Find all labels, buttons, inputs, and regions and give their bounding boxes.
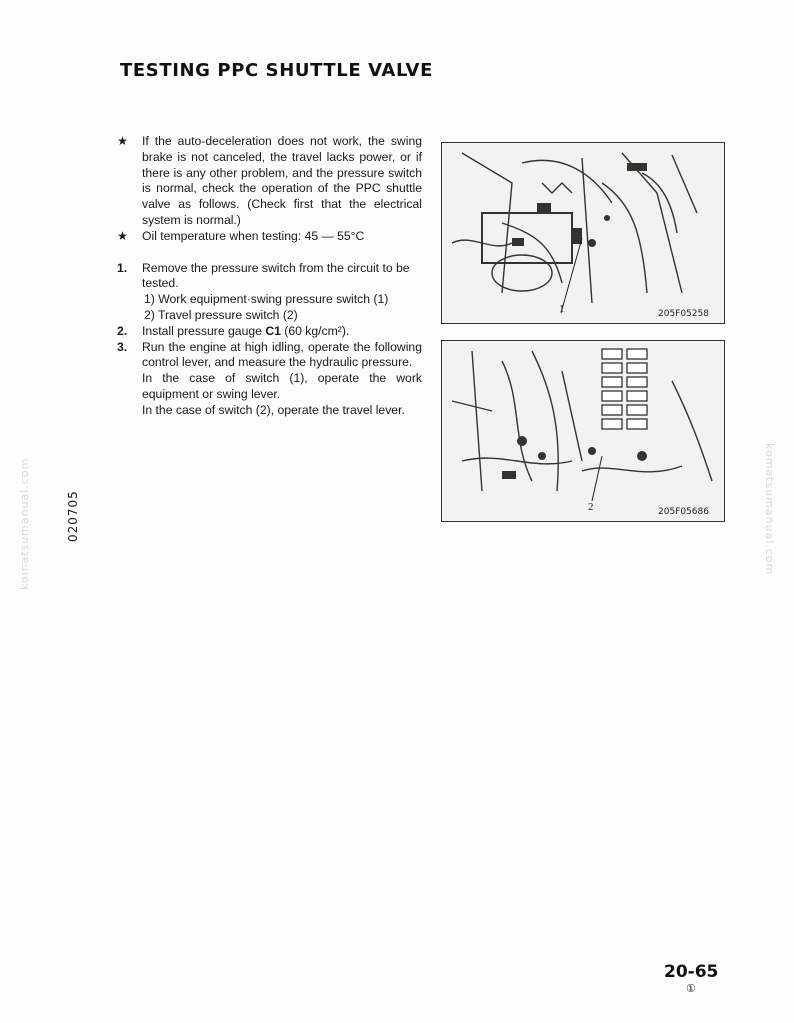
star-icon: ★ — [117, 228, 128, 243]
step-number: 3. — [117, 339, 128, 354]
note-item — [117, 134, 422, 229]
step-text: Install pressure gauge — [142, 323, 266, 338]
page-title: TESTING PPC SHUTTLE VALVE — [120, 60, 433, 81]
step-text: Run the engine at high idling, operate the following control lever, and measure the hydraulic pressure. — [142, 339, 422, 370]
figure-pressure-switch-2 — [441, 340, 725, 522]
watermark-right: komatsumanual.com — [763, 443, 776, 576]
gauge-code: C1 — [265, 323, 281, 338]
procedure-text — [117, 134, 422, 419]
figure-callout: 2 — [588, 501, 594, 513]
machine-photo-2 — [442, 341, 724, 521]
figure-code: 205F05686 — [658, 507, 709, 517]
step-text-suffix: (60 kg/cm²). — [280, 323, 350, 338]
step-text: Remove the pressure switch from the circuit to be tested. — [142, 260, 410, 291]
note-item — [117, 229, 422, 245]
machine-photo-1 — [442, 143, 724, 323]
watermark-left: komatsumanual.com — [18, 457, 31, 590]
sub-item: 2) Travel pressure switch (2) — [144, 307, 298, 322]
revision-mark: ① — [686, 982, 696, 995]
step-number: 1. — [117, 260, 128, 275]
step-paragraph: In the case of switch (2), operate the travel lever. — [142, 402, 405, 417]
document-code: 020705 — [66, 490, 80, 542]
note-text: Oil temperature when testing: 45 — 55°C — [142, 228, 365, 243]
step-paragraph: In the case of switch (1), operate the work equipment or swing lever. — [142, 371, 422, 401]
sub-list — [142, 292, 422, 324]
page-number: 20-65 — [664, 962, 719, 982]
note-text: If the auto-deceleration does not work, the swing brake is not canceled, the travel lacks power, or if there is any other problem, and the pressure switch is normal, check the operation of the PPC shuttle valve as follows. (Check first that the electrical system is normal.) — [142, 134, 422, 227]
figure-pressure-switch-1 — [441, 142, 725, 324]
step-item — [117, 324, 422, 340]
figure-code: 205F05258 — [658, 309, 709, 319]
figure-callout: 1 — [559, 303, 565, 315]
step-item — [117, 340, 422, 419]
star-icon: ★ — [117, 134, 128, 148]
step-number: 2. — [117, 323, 128, 338]
sub-item: 1) Work equipment·swing pressure switch (1) — [144, 292, 389, 307]
step-item — [117, 261, 422, 324]
